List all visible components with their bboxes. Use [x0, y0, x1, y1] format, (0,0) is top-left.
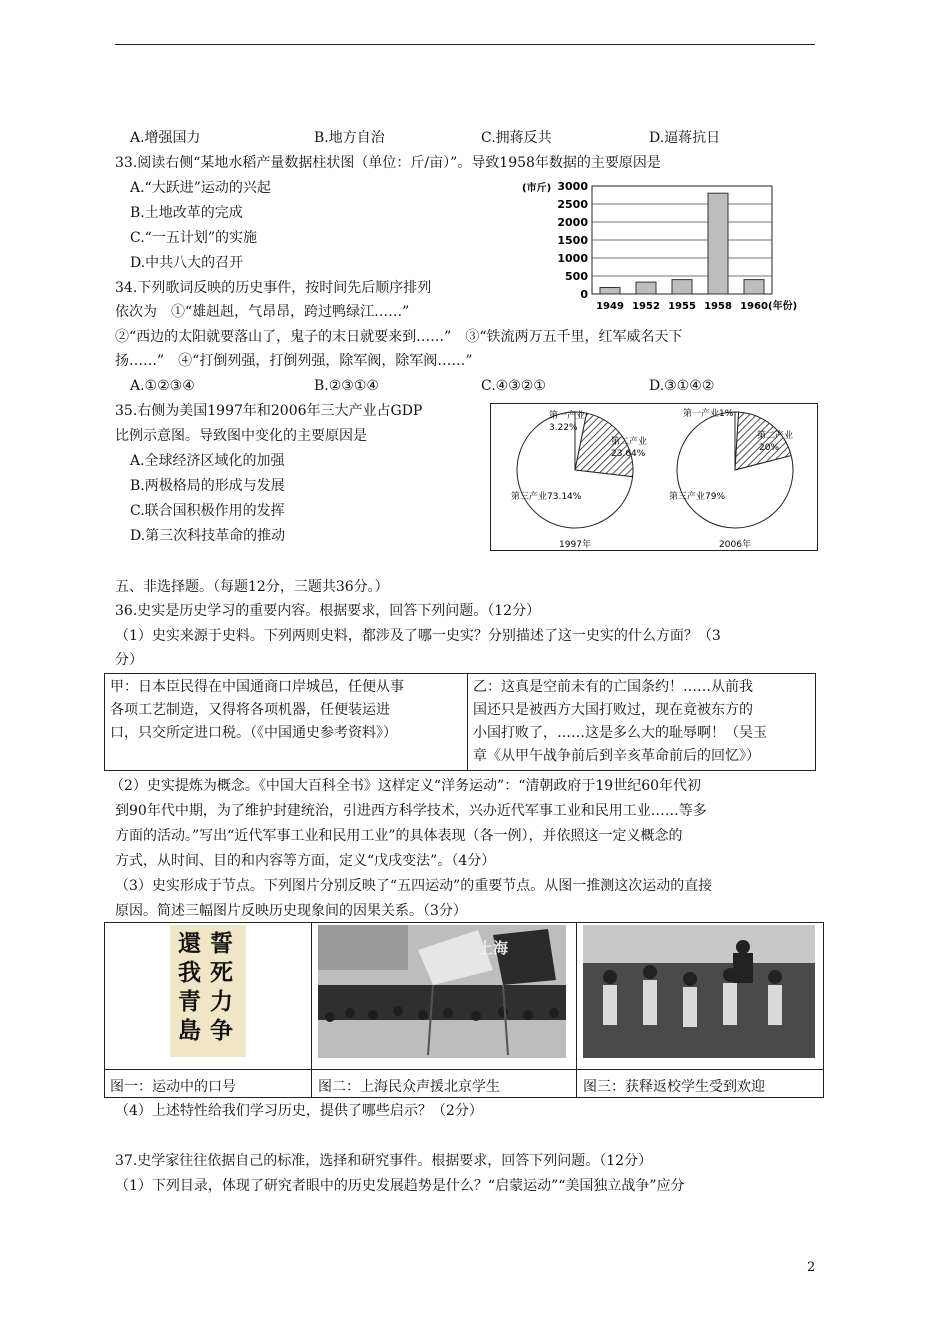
q33-option-b: B.土地改革的完成 [130, 205, 243, 221]
q33-stem: 33.阅读右侧“某地水稻产量数据柱状图（单位：斤/亩）”。导致1958年数据的主要原因是 [115, 155, 661, 171]
section-5-title: 五、非选择题。（每题12分，三题共36分。） [115, 579, 389, 595]
bar-1955 [672, 280, 692, 294]
shanghai-crowd-photo [318, 925, 566, 1058]
q36-part3-line1: （3）史实形成于节点。下列图片分别反映了“五四运动”的重要节点。从图一推测这次运动的直接 [115, 878, 713, 894]
pie-label: 20% [759, 443, 780, 453]
bar-chart-ylabel: (市斤) [522, 183, 552, 194]
q36-part3-line2: 原因。简述三幅图片反映历史现象间的因果关系。（3分） [115, 903, 467, 919]
bar-chart-x-tick: 1952 [632, 301, 660, 312]
q33-option-c: C.“一五计划”的实施 [130, 230, 257, 246]
caption-2: 图二：上海民众声援北京学生 [318, 1079, 500, 1095]
source-jia: 甲：日本臣民得在中国通商口岸城邑，任便从事 各项工艺制造，又得将各项机器，任便装运进 口，只交所定进口税。（《中国通史参考资料》） [105, 674, 468, 771]
pie-year-label: 1997年 [559, 540, 591, 550]
q35-option-a: A.全球经济区域化的加强 [130, 453, 285, 469]
q34-option-c: C.④③②① [481, 378, 546, 394]
q34-line1: 34.下列歌词反映的历史事件，按时间先后顺序排列 [115, 280, 432, 296]
slogan-image: 誓 死 力 争 還 我 青 島 [170, 925, 246, 1057]
rice-yield-bar-chart [520, 178, 820, 318]
pie-label: 第三产业73.14% [511, 492, 582, 502]
q36-part4: （4）上述特性给我们学习历史，提供了哪些启示？（2分） [115, 1103, 483, 1119]
q35-option-d: D.第三次科技革命的推动 [130, 528, 286, 544]
bar-1949 [600, 288, 620, 294]
bar-1960 [744, 280, 764, 294]
caption-3: 图三：获释返校学生受到欢迎 [583, 1079, 765, 1095]
q34-line4: 扬……” ④“打倒列强，打倒列强，除军阀，除军阀……” [115, 353, 473, 369]
pie-year-label: 2006年 [719, 540, 751, 550]
bar-chart-x-tick: 1955 [668, 301, 696, 312]
q36-part1-a: （1）史实来源于史料。下列两则史料，都涉及了哪一史实？分别描述了这一史实的什么方面？（3 [115, 628, 721, 644]
bar-chart-y-tick: 1000 [557, 252, 588, 265]
us-gdp-pie-charts [490, 403, 818, 551]
bar-chart-y-tick: 500 [565, 270, 588, 283]
q37-part1: （1）下列目录，体现了研究者眼中的历史发展趋势是什么？“启蒙运动”“美国独立战争”应分 [115, 1178, 685, 1194]
q32-option-a: A.增强国力 [130, 130, 201, 146]
q36-part2-line3: 方面的活动。”写出“近代军事工业和民用工业”的具体表现（各一例），并依照这一定义概念的 [115, 828, 683, 844]
q36-part1-b: 分） [115, 652, 143, 668]
pie-label: 第一产业1% [683, 409, 734, 419]
q36-part2-line1: （2）史实提炼为概念。《中国大百科全书》这样定义“洋务运动”：“清朝政府于19世纪60年代初 [110, 778, 702, 794]
bar-chart-y-tick: 1500 [557, 234, 588, 247]
q32-option-b: B.地方自治 [314, 130, 385, 146]
bar-chart-y-tick: 0 [580, 288, 588, 301]
q34-line3: ②“西边的太阳就要落山了，鬼子的末日就要来到……” ③“铁流两万五千里，红军威名天下 [115, 329, 683, 345]
pie-label: 第二产业 [757, 431, 794, 441]
q33-option-a: A.“大跃进”运动的兴起 [130, 180, 271, 196]
pie-label: 第二产业 [611, 437, 648, 447]
q35-option-c: C.联合国积极作用的发挥 [130, 503, 285, 519]
bar-chart-xlabel: (年份) [768, 301, 798, 312]
source-yi: 乙：这真是空前未有的亡国条约！……从前我 国还只是被西方大国打败过，现在竟被东方的 小国打败了，……这是多么大的耻辱啊！（吴玉 章《从甲午战争前后到辛亥革命前后的回忆》） [468, 674, 816, 771]
q37-stem: 37.史学家往往依据自己的标准，选择和研究事件。根据要求，回答下列问题。（12分） [115, 1153, 653, 1169]
source-table [104, 673, 816, 771]
q34-option-d: D.③①④② [649, 378, 715, 394]
bar-chart-y-tick: 2000 [557, 216, 588, 229]
page-number: 2 [807, 1260, 816, 1275]
q32-option-d: D.逼蒋抗日 [649, 130, 721, 146]
pie-label: 第一产业 [549, 411, 586, 421]
q36-stem: 36.史实是历史学习的重要内容。根据要求，回答下列问题。（12分） [115, 603, 541, 619]
bar-chart-x-tick: 1949 [596, 301, 624, 312]
bar-1952 [636, 282, 656, 294]
banner-text: 上海 [478, 939, 509, 957]
q35-line2: 比例示意图。导致图中变化的主要原因是 [115, 428, 367, 444]
pie-label: 第三产业79% [669, 492, 726, 502]
pie-label: 23.64% [611, 449, 646, 459]
bar-1958 [708, 193, 728, 294]
q35-option-b: B.两极格局的形成与发展 [130, 478, 285, 494]
header-rule [115, 44, 815, 45]
q34-option-a: A.①②③④ [130, 378, 195, 394]
q35-line1: 35.右侧为美国1997年和2006年三大产业占GDP [115, 403, 423, 419]
bar-chart-x-tick: 1960 [740, 301, 768, 312]
bar-chart-y-tick: 3000 [557, 180, 588, 193]
returned-students-photo [583, 925, 815, 1058]
q36-part2-line4: 方式，从时间、目的和内容等方面，定义“戊戌变法”。（4分） [115, 853, 496, 869]
q32-option-c: C.拥蒋反共 [481, 130, 552, 146]
bar-chart-y-tick: 2500 [557, 198, 588, 211]
q36-part2-line2: 到90年代中期，为了维护封建统治，引进西方科学技术，兴办近代军事工业和民用工业……等多 [115, 803, 707, 819]
q33-option-d: D.中共八大的召开 [130, 255, 244, 271]
caption-1: 图一：运动中的口号 [110, 1079, 236, 1095]
bar-chart-x-tick: 1958 [704, 301, 732, 312]
q34-line2: 依次为 ①“雄赳赳，气昂昂，跨过鸭绿江……” [115, 304, 410, 320]
q34-option-b: B.②③①④ [314, 378, 379, 394]
pie-label: 3.22% [549, 423, 578, 433]
